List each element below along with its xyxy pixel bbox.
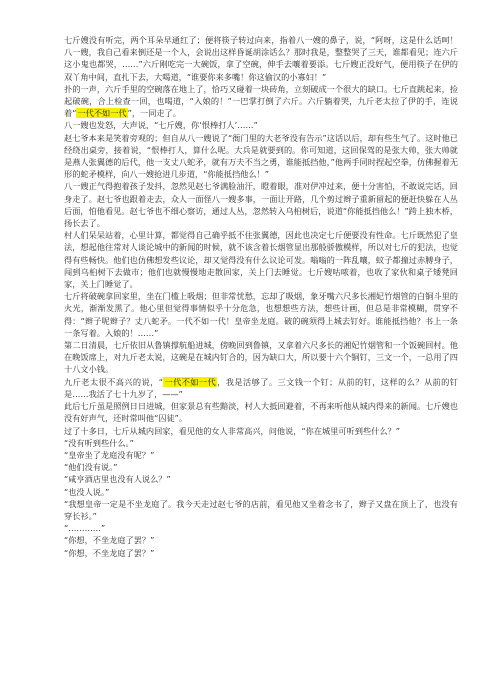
paragraph-text: 七斤将破碗拿回家里，坐在门槛上吸烟；但非常忧愁，忘却了吸烟，象牙嘴六尺多长湘妃竹烟管的白铜斗里的火光，渐渐发黑了。他心里但觉得事情似乎十分危急，也想想些方法，想些计画，但总是非常模糊，贯穿不得：“辫子呢辫子？丈八蛇矛。一代不如一代！皇帝坐龙庭。破的碗须得上城去钉好。谁能抵挡他？书上一条一条写着。入娘的！……” (64, 291, 458, 338)
paragraph (64, 290, 458, 339)
paragraph-text: “他们没有说。” (64, 462, 118, 473)
paragraph (64, 83, 458, 120)
paragraph-text: “你想，不坐龙庭了罢？” (64, 535, 155, 546)
paragraph-text: “皇帝坐了龙庭没有呢？” (64, 449, 155, 460)
paragraph-text: 第二日清晨，七斤依旧从鲁镇撑航船进城，傍晚回到鲁镇，又拿着六尺多长的湘妃竹烟管和一个饭碗回村。他在晚饭席上，对九斤老太说，这碗是在城内钉合的，因为缺口大，所以要十六个铜钉，三文一个，一总用了四十八文小钱。 (64, 340, 458, 375)
paragraph-text: “我想皇帝一定是不坐龙庭了。我今天走过赵七爷的店前，看见他又坐着念书了，辫子又盘在顶上了，也没有穿长衫。” (64, 498, 458, 521)
paragraph-text: ，我是活够了。三文钱一个钉；从前的钉，这样的么？从前的钉是……我活了七十九岁了，——” (64, 376, 458, 399)
paragraph-text: 赵七爷本来是笑着旁观的；但自从八一嫂说了“衙门里的大老爷没有告示”这话以后，却有些生气了。这时他已经绕出桌旁，接着说，“恨棒打人，算什么呢。大兵是就要到的。你可知道，这回保驾的是张大帅，张大帅就是燕人张翼德的后代，他一支丈八蛇矛，就有万夫不当之勇，谁能抵挡他，”他两手同时捏起空拳，仿佛握着无形的蛇矛模样，向八一嫂抢进几步道，“你能抵挡他么！” (64, 132, 458, 180)
paragraph (64, 522, 458, 534)
paragraph-text: ”，一同走了。 (127, 108, 181, 119)
paragraph (64, 498, 458, 522)
paragraph (64, 486, 458, 498)
paragraph (64, 376, 458, 400)
paragraph-text: 村人们呆呆站着，心里计算，都觉得自己确乎抵不住张翼德，因此也决定七斤便要没有性命。七斤既然犯了皇法，想起他往常对人谈论城中的新闻的时候，就不该含着长烟管显出那般骄傲模样，所以对七斤的犯法，也觉得有些畅快。他们也仿佛想发些议论，却又觉得没有什么议论可发。嗡嗡的一阵乱嚷，蚊子都撞过赤膊身子，闯到乌桕树下去做市；他们也就慢慢地走散回家，关上门去睡觉。七斤嫂咕哝着，也收了家伙和桌子矮凳回家，关上门睡觉了。 (64, 230, 458, 290)
document-body (64, 34, 458, 559)
paragraph-text: 过了十多日，七斤从城内回家，看见他的女人非常高兴，问他说，“你在城里可听到些什么？” (64, 425, 400, 436)
paragraph-text: “咸亨酒店里也没有人说么？” (64, 474, 171, 485)
paragraph-text: “没有听到些什么。” (64, 437, 134, 448)
paragraph-text: 七斤嫂没有听完，两个耳朵早通红了；便将筷子转过向来，指着八一嫂的鼻子，说，“阿呀，这是什么话呵！八一嫂，我自己看来倒还是一个人，会说出这样昏诞胡涂话么？那时我是，整整哭了三天，谁都看见；连六斤这小鬼也都哭，……”六斤刚吃完一大碗饭，拿了空碗，伸手去嚷着要添。七斤嫂正没好气，便用筷子在伊的双丫角中间，直扎下去，大喝道，“谁要你来多嘴！你这偷汉的小寡妇！” (64, 35, 458, 82)
paragraph (64, 425, 458, 437)
paragraph-text: 扑的一声，六斤手里的空碗落在地上了，恰巧又碰着一块砖角，立刻破成一个很大的缺口。七斤直跳起来，捡起破碗，合上检查一回，也喝道，“入娘的！”一巴掌打倒了六斤。六斤躺着哭，九斤老太拉了伊的手，连说着“ (64, 83, 458, 119)
paragraph (64, 132, 458, 181)
paragraph (64, 534, 458, 546)
paragraph (64, 400, 458, 424)
paragraph (64, 339, 458, 376)
highlighted-phrase: 一代不如一代 (77, 108, 127, 119)
paragraph-text: “也没人说。” (64, 486, 110, 497)
paragraph-text: 八一嫂正气得抱着孩子发抖，忽然见赵七爷满脸油汗，瞪着眼，准对伊冲过来，便十分害怕，不敢说完话，回身走了。赵七爷也跟着走去，众人一面怪八一嫂多事，一面让开路，几个剪过辫子重新留起的便赶快躲在人丛后面，怕他看见。赵七爷也不细心察访，通过人丛，忽然转入乌桕树后，说道“你能抵挡他么！”跨上独木桥，扬长去了。 (64, 181, 458, 229)
paragraph (64, 461, 458, 473)
paragraph (64, 119, 458, 131)
paragraph (64, 180, 458, 229)
paragraph (64, 229, 458, 290)
paragraph-text: 此后七斤虽是照例日日进城，但家景总有些黯淡，村人大抵回避着，不再来听他从城内得来的新闻。七斤嫂也没有好声气，还时常叫他“囚徒”。 (64, 401, 458, 424)
highlighted-phrase: 一代不如一代 (164, 376, 217, 387)
paragraph-text: “你想，不坐龙庭了罢？” (64, 547, 155, 558)
paragraph (64, 547, 458, 559)
paragraph (64, 449, 458, 461)
paragraph (64, 473, 458, 485)
paragraph (64, 34, 458, 83)
paragraph-text: 八一嫂也发怒，大声说，“七斤嫂，你‘恨棒打人’……” (64, 120, 258, 131)
paragraph (64, 437, 458, 449)
paragraph-text: 九斤老太很不高兴的说，“ (64, 376, 164, 387)
paragraph-text: “…………” (64, 523, 106, 534)
